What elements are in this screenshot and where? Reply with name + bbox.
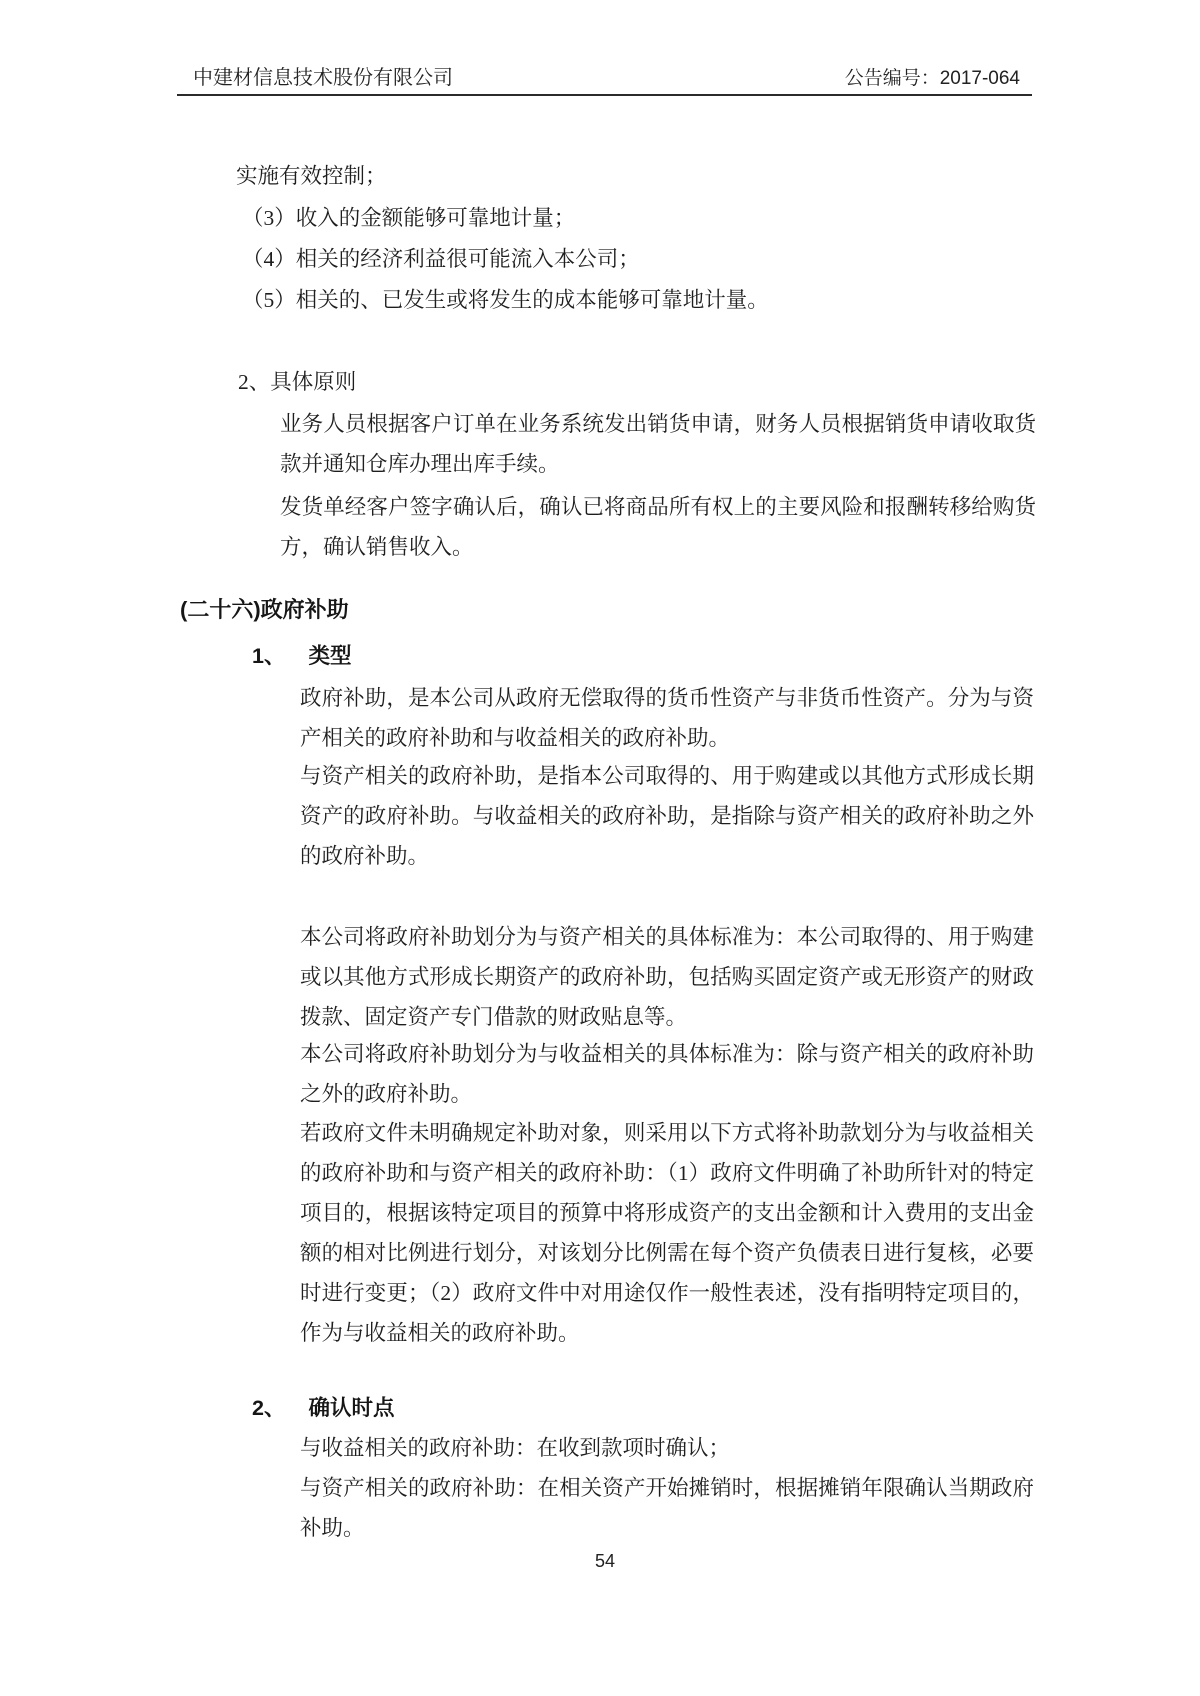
grant-asset-income-definition-paragraph: 与资产相关的政府补助，是指本公司取得的、用于购建或以其他方式形成长期资产的政府补助。与收益相关的政府补助，是指除与资产相关的政府补助之外的政府补助。	[300, 764, 1034, 868]
principles-paragraph-sales: 业务人员根据客户订单在业务系统发出销货申请，财务人员根据销货申请收取货款并通知仓库办理出库手续。	[280, 412, 1036, 476]
header-announcement-number: 公告编号：2017-064	[844, 68, 1020, 89]
subsection-2-number: 2、	[252, 1396, 286, 1420]
revenue-condition-item-4: （4）相关的经济利益很可能流入本公司；	[242, 247, 640, 271]
revenue-condition-item-3: （3）收入的金额能够可靠地计量；	[242, 206, 576, 230]
income-grant-recognition-paragraph: 与收益相关的政府补助：在收到款项时确认；	[300, 1436, 731, 1460]
specific-principles-heading: 2、具体原则	[238, 370, 357, 394]
subsection-1-title: 类型	[308, 644, 352, 668]
section-26-government-grants-heading: (二十六)政府补助	[180, 597, 349, 622]
subsection-2-title: 确认时点	[308, 1396, 395, 1420]
carryover-clause: 实施有效控制；	[236, 164, 387, 188]
subsection-1-number: 1、	[252, 644, 286, 668]
subsection-2-recognition-heading	[252, 1388, 394, 1428]
grant-definition-paragraph: 政府补助，是本公司从政府无偿取得的货币性资产与非货币性资产。分为与资产相关的政府补助和与收益相关的政府补助。	[300, 686, 1034, 750]
page-number: 54	[594, 1551, 616, 1571]
header-rule	[177, 94, 1032, 96]
subsection-1-type-heading	[252, 636, 351, 676]
grant-income-criteria-paragraph: 本公司将政府补助划分为与收益相关的具体标准为：除与资产相关的政府补助之外的政府补助。	[300, 1042, 1034, 1106]
grant-unspecified-allocation-paragraph: 若政府文件未明确规定补助对象，则采用以下方式将补助款划分为与收益相关的政府补助和与资产相关的政府补助：（1）政府文件明确了补助所针对的特定项目的，根据该特定项目的预算中将形成资产的支出金额和计入费用的支出金额的相对比例进行划分，对该划分比例需在每个资产负债表日进行复核，必要时进行变更；（2）政府文件中对用途仅作一般性表述，没有指明特定项目的，作为与收益相关的政府补助。	[300, 1121, 1034, 1345]
grant-asset-criteria-paragraph: 本公司将政府补助划分为与资产相关的具体标准为：本公司取得的、用于购建或以其他方式形成长期资产的政府补助，包括购买固定资产或无形资产的财政拨款、固定资产专门借款的财政贴息等。	[300, 925, 1034, 1029]
principles-paragraph-delivery: 发货单经客户签字确认后，确认已将商品所有权上的主要风险和报酬转移给购货方，确认销售收入。	[280, 495, 1036, 559]
asset-grant-recognition-paragraph: 与资产相关的政府补助：在相关资产开始摊销时，根据摊销年限确认当期政府补助。	[300, 1476, 1034, 1540]
revenue-condition-item-5: （5）相关的、已发生或将发生的成本能够可靠地计量。	[242, 288, 769, 312]
header-company-name: 中建材信息技术股份有限公司	[193, 67, 453, 89]
